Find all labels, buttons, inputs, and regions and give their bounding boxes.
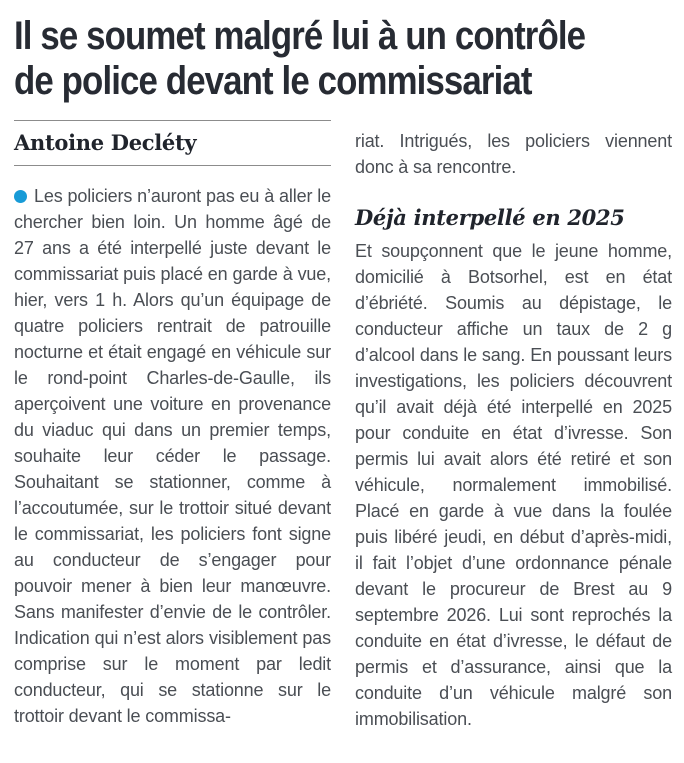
- continuation-paragraph: riat. Intrigués, les policiers viennent donc à sa rencontre.: [355, 131, 672, 177]
- crosshead-subheading: Déjà interpellé en 2025: [355, 205, 625, 230]
- left-column: [14, 120, 331, 732]
- author-byline: Antoine Decléty: [14, 130, 197, 155]
- lead-paragraph: [14, 183, 331, 729]
- headline-line-1: Il se soumet malgré lui à un contrôle: [14, 14, 586, 58]
- bullet-icon: [14, 190, 27, 203]
- byline-block: [14, 120, 331, 166]
- article-columns: [14, 120, 672, 732]
- second-paragraph: Et soupçonnent que le jeune homme, domicilié à Botsorhel, est en état d’ébriété. Soumis au dépistage, le conducteur affiche un taux de 2 g d’alcool dans le sang. En poussant leurs investigations, les policiers découvrent qu’il avait déjà été interpellé en 2025 pour conduite en état d’ivresse. Son permis lui avait alors été retiré et son véhicule, normalement immobilisé. Placé en garde à vue dans la foulée puis libéré jeudi, en début d’après-midi, il fait l’objet d’une ordonnance pénale devant le procureur de Brest au 9 septembre 2026. Lui sont reprochés la conduite en état d’ivresse, le défaut de permis et d’assurance, ainsi que la conduite d’un véhicule malgré son immobilisation.: [355, 241, 672, 729]
- right-column: [355, 120, 672, 732]
- lead-paragraph-text: Les policiers n’auront pas eu à aller le chercher bien loin. Un homme âgé de 27 ans a été interpellé juste devant le commissariat puis placé en garde à vue, hier, vers 1 h. Alors qu’un équipage de quatre policiers rentrait de patrouille nocturne et était engagé en véhicule sur le rond-point Charles-de-Gaulle, ils aperçoivent une voiture en provenance du viaduc qui dans un premier temps, souhaite leur céder le passage. Souhaitant se stationner, comme à l’accoutumée, sur le trottoir situé devant le commissariat, les policiers font signe au conducteur de s’engager pour pouvoir mener à bien leur manœuvre. Sans manifester d’envie de le contrôler. Indication qui n’est alors visiblement pas comprise sur le moment par ledit conducteur, qui se stationne sur le trottoir devant le commissa-: [14, 186, 331, 726]
- article-headline: [14, 14, 672, 104]
- headline-line-2: de police devant le commissariat: [14, 59, 532, 103]
